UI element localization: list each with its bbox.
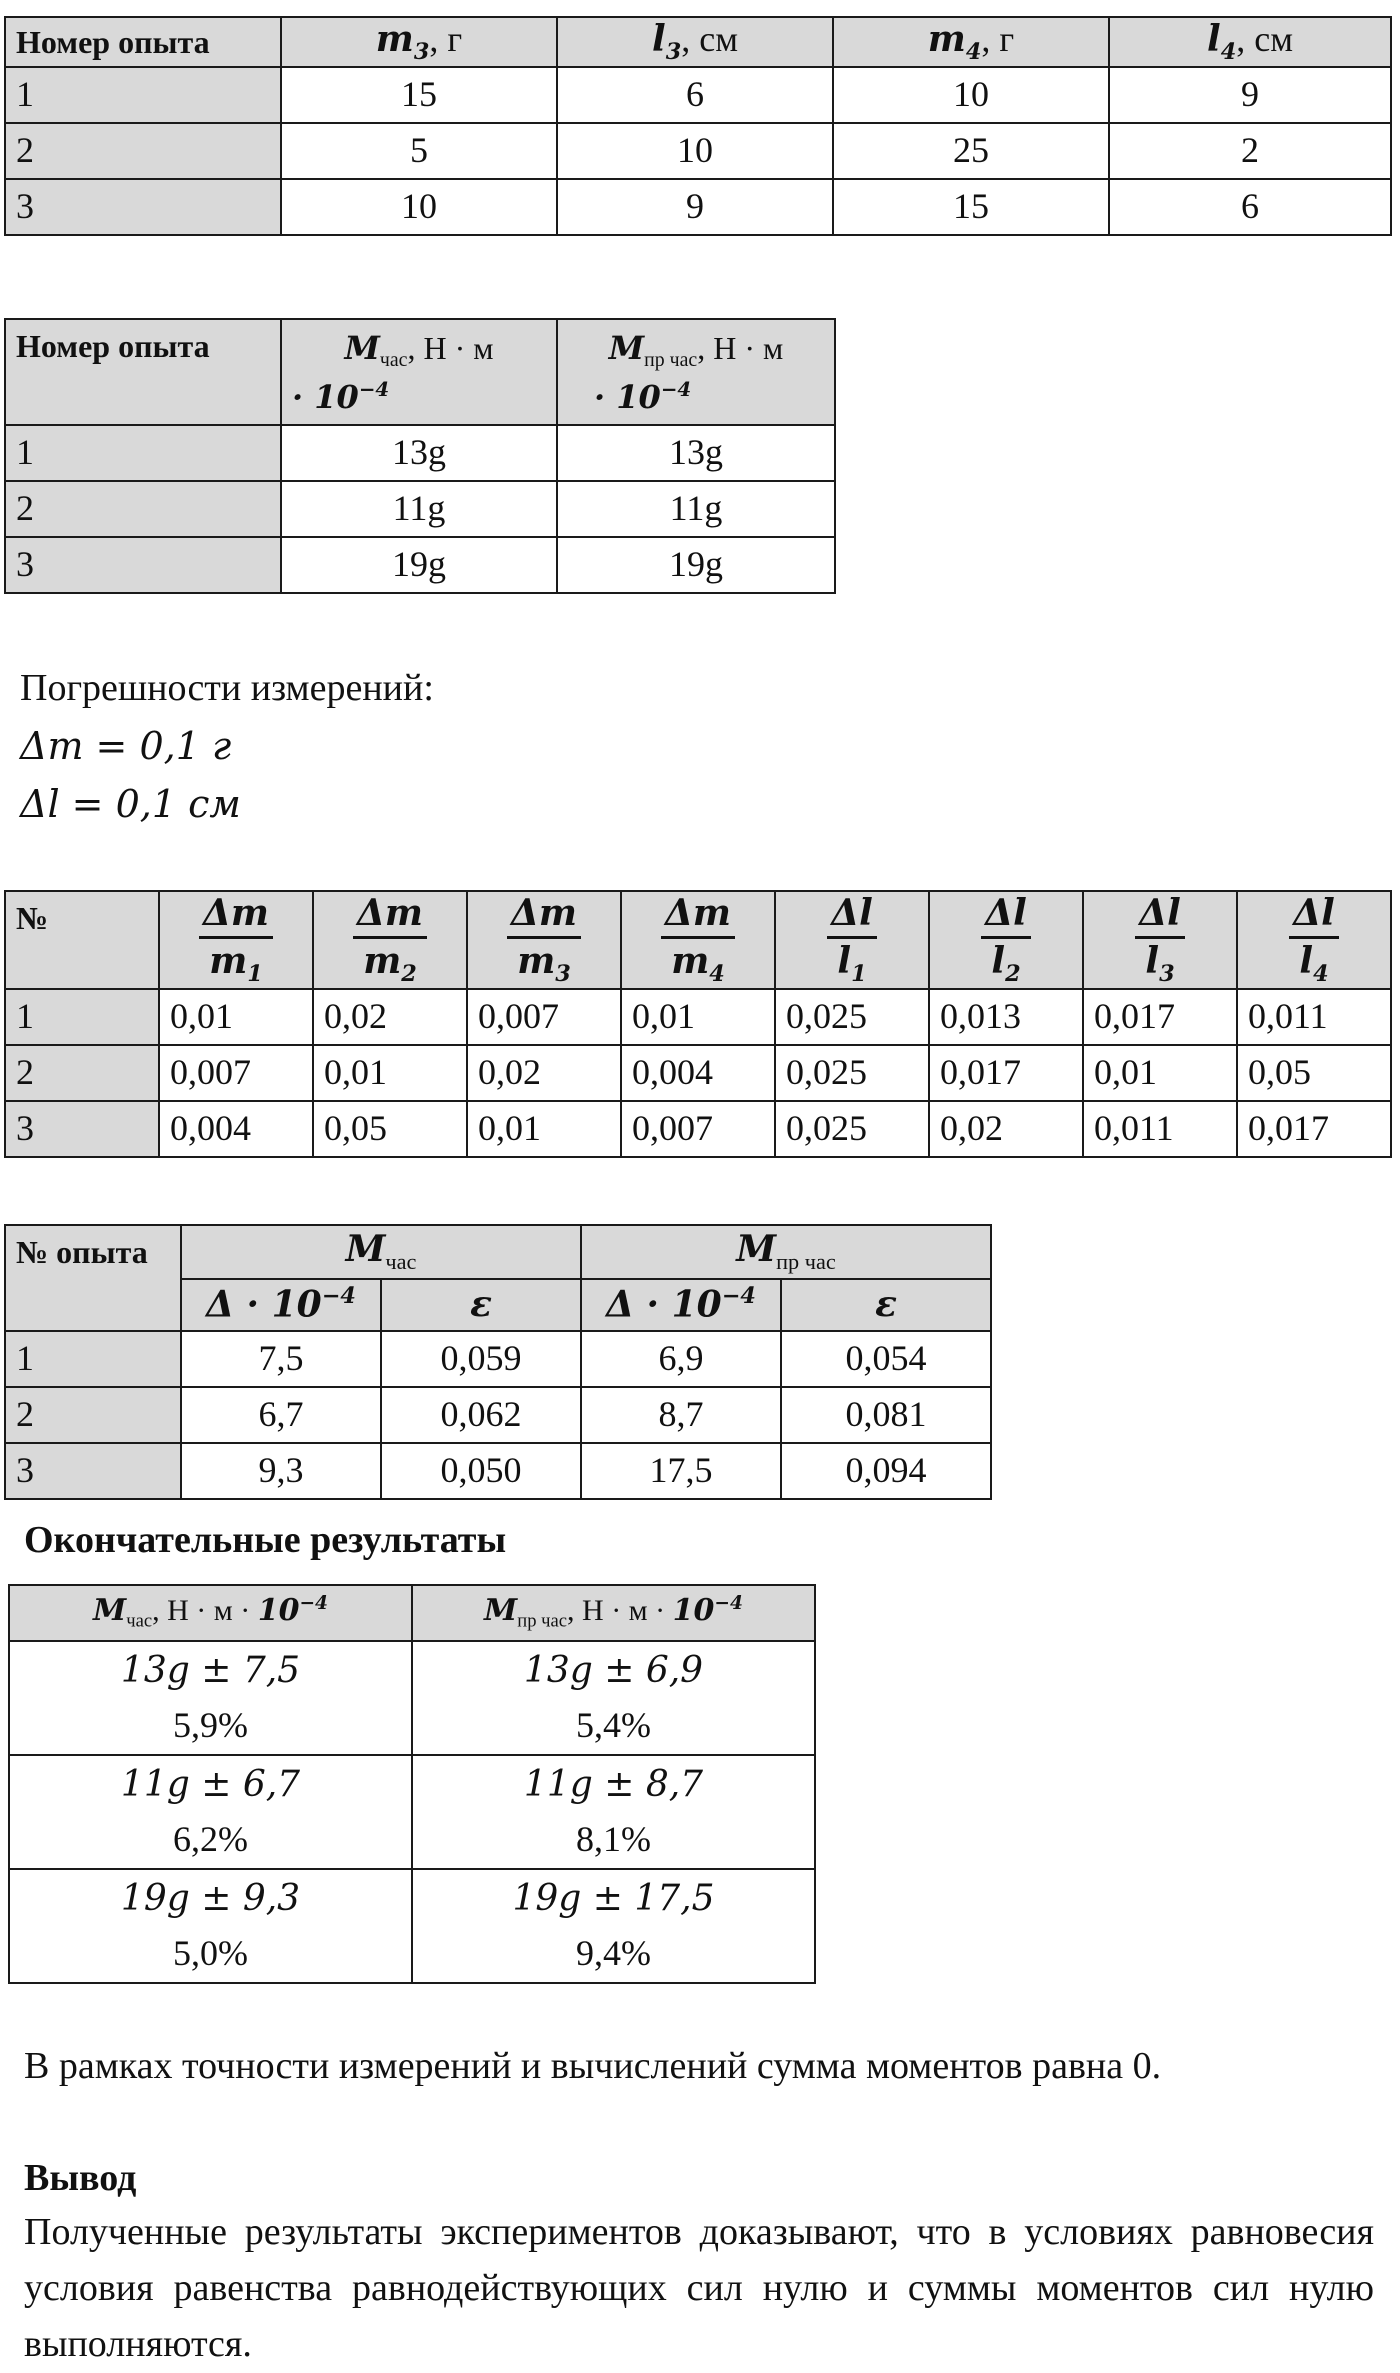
- col-header-experiment: № опыта: [5, 1225, 181, 1331]
- cell: 6: [1109, 179, 1391, 235]
- cell: 0,025: [775, 989, 929, 1045]
- table-moments: [4, 318, 836, 594]
- table-row: [5, 179, 1391, 235]
- errors-title: Погрешности измерений:: [20, 667, 434, 709]
- conclusion-text: Полученные результаты экспериментов доказывают, что в условиях равновесия условия равенства равнодействующих сил нулю и суммы моментов сил нулю выполняются.: [24, 2211, 1374, 2366]
- col-header-m-pr-hour: $M_{пр час}$, $Н \cdot м \cdot 10^{-4}$: [412, 1585, 815, 1641]
- cell: 9: [1109, 67, 1391, 123]
- cell: 0,007: [159, 1045, 313, 1101]
- table-row: [9, 1755, 815, 1869]
- cell: 0,062: [381, 1387, 581, 1443]
- col-header-m3: $m_3$, г: [281, 17, 557, 67]
- table-row: [5, 537, 835, 593]
- cell: 0,017: [929, 1045, 1083, 1101]
- cell: 0,011: [1083, 1101, 1237, 1157]
- cell: 0,059: [381, 1331, 581, 1387]
- cell: 15: [281, 67, 557, 123]
- cell: 7,5: [181, 1331, 381, 1387]
- col-header-epsilon: ε: [781, 1279, 991, 1331]
- cell: 0,094: [781, 1443, 991, 1499]
- final-results-title: Окончательные результаты: [24, 1519, 507, 1561]
- table-row: [5, 67, 1391, 123]
- cell: 2: [1109, 123, 1391, 179]
- cell: 11g: [281, 481, 557, 537]
- table-row: [9, 1869, 815, 1983]
- cell: 0,05: [313, 1101, 467, 1157]
- col-header-l4: $l_4$, см: [1109, 17, 1391, 67]
- table-row: [5, 123, 1391, 179]
- col-header-dm-m3: $\frac{\Delta m}{m_3}$: [467, 891, 621, 989]
- cell: 0,01: [467, 1101, 621, 1157]
- cell: 2: [5, 481, 281, 537]
- cell: 0,004: [159, 1101, 313, 1157]
- cell: 0,007: [621, 1101, 775, 1157]
- cell: 6,9: [581, 1331, 781, 1387]
- cell: 3: [5, 537, 281, 593]
- cell: 19g ± 17,5 9,4%: [412, 1869, 815, 1983]
- cell: 0,01: [313, 1045, 467, 1101]
- col-header-experiment: Номер опыта: [5, 17, 281, 67]
- cell: 9,3: [181, 1443, 381, 1499]
- cell: 11g ± 8,7 8,1%: [412, 1755, 815, 1869]
- group-header-m-hour: $M_{час}$: [181, 1225, 581, 1279]
- cell: 17,5: [581, 1443, 781, 1499]
- cell: 1: [5, 67, 281, 123]
- cell: 0,013: [929, 989, 1083, 1045]
- cell: 0,02: [313, 989, 467, 1045]
- cell: 10: [281, 179, 557, 235]
- table-row: [5, 1331, 991, 1387]
- col-header-l3: $l_3$, см: [557, 17, 833, 67]
- cell: 3: [5, 1101, 159, 1157]
- cell: 0,05: [1237, 1045, 1391, 1101]
- col-header-dm-m2: $\frac{\Delta m}{m_2}$: [313, 891, 467, 989]
- cell: 0,081: [781, 1387, 991, 1443]
- cell: 11g: [557, 481, 835, 537]
- col-header-delta: $\Delta \cdot 10^{-4}$: [581, 1279, 781, 1331]
- cell: 0,054: [781, 1331, 991, 1387]
- cell: 13g ± 6,9 5,4%: [412, 1641, 815, 1755]
- cell: 13g: [281, 425, 557, 481]
- col-header-dm-m1: $\frac{\Delta m}{m_1}$: [159, 891, 313, 989]
- cell: 19g: [557, 537, 835, 593]
- cell: 0,01: [621, 989, 775, 1045]
- cell: 0,01: [1083, 1045, 1237, 1101]
- col-header-epsilon: ε: [381, 1279, 581, 1331]
- cell: 25: [833, 123, 1109, 179]
- cell: 6,7: [181, 1387, 381, 1443]
- cell: 15: [833, 179, 1109, 235]
- table-row: [5, 1045, 1391, 1101]
- table-row: [5, 989, 1391, 1045]
- col-header-experiment: Номер опыта: [5, 319, 281, 425]
- table-row: [5, 1387, 991, 1443]
- table-row: [5, 1443, 991, 1499]
- cell: 1: [5, 989, 159, 1045]
- cell: 0,004: [621, 1045, 775, 1101]
- col-header-delta: $\Delta \cdot 10^{-4}$: [181, 1279, 381, 1331]
- col-header-dm-m4: $\frac{\Delta m}{m_4}$: [621, 891, 775, 989]
- error-mass: Δm = 0,1 г: [20, 724, 232, 768]
- cell: 13g: [557, 425, 835, 481]
- col-header-m4: $m_4$, г: [833, 17, 1109, 67]
- cell: 11g ± 6,7 6,2%: [9, 1755, 412, 1869]
- conclusion-title: Вывод: [24, 2157, 137, 2199]
- cell: 2: [5, 1045, 159, 1101]
- cell: 1: [5, 425, 281, 481]
- cell: 9: [557, 179, 833, 235]
- col-header-m-pr-hour: $M_{пр час}$, Н · м · $10^{-4}$: [557, 319, 835, 425]
- cell: 3: [5, 1443, 181, 1499]
- cell: 0,017: [1237, 1101, 1391, 1157]
- cell: 0,011: [1237, 989, 1391, 1045]
- table-row: [5, 481, 835, 537]
- col-header-dl-l2: $\frac{\Delta l}{l_2}$: [929, 891, 1083, 989]
- col-header-m-hour: $M_{час}$, Н · м · $10^{-4}$: [281, 319, 557, 425]
- cell: 2: [5, 123, 281, 179]
- cell: 19g: [281, 537, 557, 593]
- table-row: [5, 1101, 1391, 1157]
- cell: 10: [833, 67, 1109, 123]
- col-header-dl-l1: $\frac{\Delta l}{l_1}$: [775, 891, 929, 989]
- cell: 10: [557, 123, 833, 179]
- cell: 0,025: [775, 1045, 929, 1101]
- cell: 0,007: [467, 989, 621, 1045]
- col-header-m-hour: $M_{час}$, $Н \cdot м \cdot 10^{-4}$: [9, 1585, 412, 1641]
- cell: 0,017: [1083, 989, 1237, 1045]
- cell: 0,02: [929, 1101, 1083, 1157]
- cell: 0,02: [467, 1045, 621, 1101]
- col-header-dl-l3: $\frac{\Delta l}{l_3}$: [1083, 891, 1237, 989]
- cell: 13g ± 7,5 5,9%: [9, 1641, 412, 1755]
- cell: 3: [5, 179, 281, 235]
- cell: 5: [281, 123, 557, 179]
- table-final-results: [8, 1584, 816, 1984]
- table-absolute-errors: [4, 1224, 992, 1500]
- cell: 0,050: [381, 1443, 581, 1499]
- cell: 6: [557, 67, 833, 123]
- cell: 0,025: [775, 1101, 929, 1157]
- table-relative-errors: [4, 890, 1392, 1158]
- error-length: Δl = 0,1 см: [20, 782, 241, 826]
- cell: 2: [5, 1387, 181, 1443]
- table-row: [9, 1641, 815, 1755]
- cell: 8,7: [581, 1387, 781, 1443]
- cell: 19g ± 9,3 5,0%: [9, 1869, 412, 1983]
- table-masses-lengths: [4, 16, 1392, 236]
- sum-statement: В рамках точности измерений и вычислений сумма моментов равна 0.: [24, 2045, 1162, 2087]
- group-header-m-pr-hour: $M_{пр час}$: [581, 1225, 991, 1279]
- table-row: [5, 425, 835, 481]
- cell: 1: [5, 1331, 181, 1387]
- col-header-dl-l4: $\frac{\Delta l}{l_4}$: [1237, 891, 1391, 989]
- col-header-number: №: [5, 891, 159, 989]
- cell: 0,01: [159, 989, 313, 1045]
